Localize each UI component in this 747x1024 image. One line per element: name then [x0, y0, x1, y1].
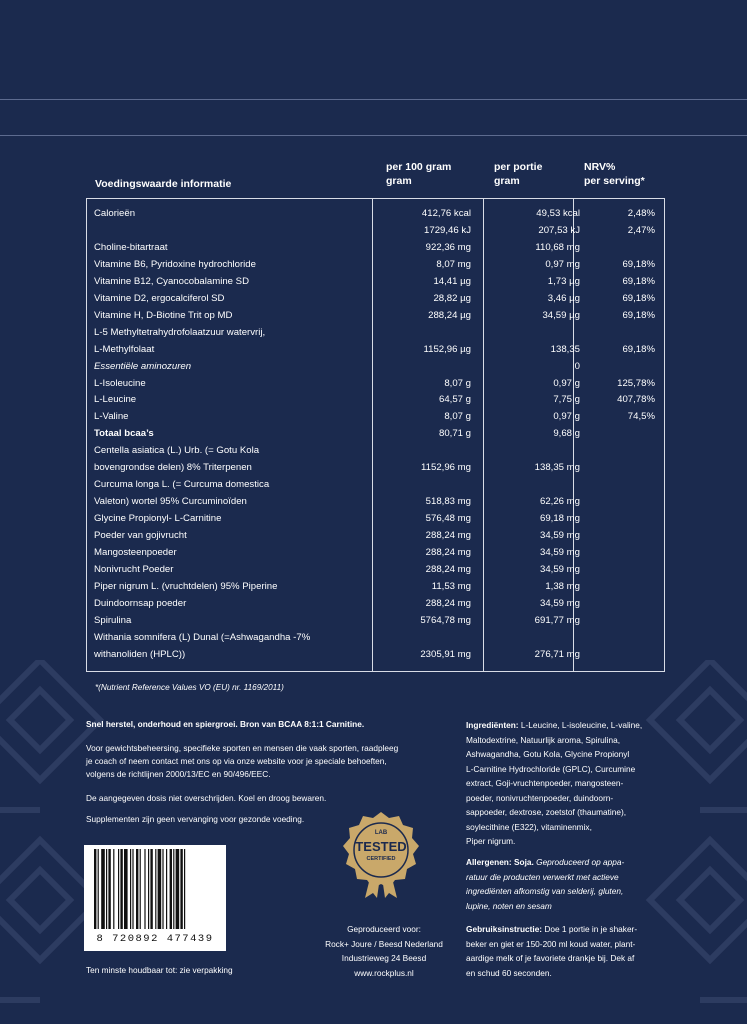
per-portion-value: 138,35 mg [534, 462, 580, 474]
per-100g-value: 8,07 g [444, 377, 471, 389]
per-100g-value: 288,24 mg [425, 547, 471, 558]
usage-label: Gebruiksinstructie: [466, 924, 543, 934]
usage-line: beker en giet er 150-200 ml koud water, plant- [466, 938, 636, 949]
nrv-heading [584, 160, 645, 188]
table-row [87, 595, 666, 612]
per-portion-value: 34,59 mg [539, 597, 580, 609]
row-label: Vitamine H, D-Biotine Trit op MD [94, 309, 233, 321]
table-row [87, 561, 666, 578]
row-label: bovengrondse delen) 8% Triterpenen [94, 462, 252, 474]
per-100g-heading-line2: gram [386, 175, 412, 187]
nrv-value: 69,18% [622, 275, 655, 287]
usage-block [466, 922, 696, 980]
barcode-bar [106, 849, 107, 929]
product-headline: Snel herstel, onderhoud en spiergroei. Bron van BCAA 8:1:1 Carnitine. [86, 719, 365, 729]
dose-text: De aangegeven dosis niet overschrijden. Koel en droog bewaren. [86, 793, 327, 803]
barcode-bar [113, 849, 114, 929]
row-label: L-Leucine [94, 394, 137, 406]
row-label: Piper nigrum L. (vruchtdelen) 95% Piperine [94, 580, 278, 592]
allergens-line: ratuur die producten verwerkt met actieve [466, 871, 619, 882]
per-portion-value: 207,53 kJ [538, 224, 580, 236]
nrv-value: 69,18% [622, 292, 655, 304]
per-portion-value: 691,77 mg [534, 614, 580, 626]
per-100g-value: 64,57 g [438, 394, 471, 406]
ingredients-block [466, 718, 696, 849]
table-row [87, 205, 666, 222]
row-label: Withania somnifera (L) Dunal (=Ashwagandha -7% [94, 631, 311, 643]
barcode-bar [118, 849, 119, 929]
per-portion-value: 62,26 mg [539, 496, 580, 508]
barcode-bar [184, 849, 185, 929]
supplement-text: Supplementen zijn geen vervanging voor gezonde voeding. [86, 814, 305, 824]
table-row [87, 256, 666, 273]
ingredients-line: soylecithine (E322), vitaminenmix, [466, 821, 592, 832]
row-label: Vitamine B12, Cyanocobalamine SD [94, 275, 250, 287]
ingredients-text: L-Leucine, L-isoleucine, L-valine, [520, 720, 643, 730]
per-100g-value: 1729,46 kJ [424, 224, 471, 236]
nrv-value: 74,5% [627, 411, 655, 423]
usage-line: aardige melk of je favoriete drankje bij. Dek af [466, 953, 635, 963]
allergens-block [466, 855, 696, 913]
advice-line: je coach of neem contact met ons op via onze website voor je speciale behoeften, [86, 756, 387, 766]
row-label: Duindoornsap poeder [94, 597, 187, 609]
barcode-bar [94, 849, 96, 929]
per-100g-heading [386, 160, 451, 188]
ingredients-line: L-Carnitine Hydrochloride (GPLC), Curcumine [466, 763, 636, 774]
barcode-bar [124, 849, 128, 929]
table-row [87, 391, 666, 408]
barcode-bar [140, 849, 141, 929]
barcode-bar [120, 849, 122, 929]
table-row [87, 239, 666, 256]
per-portion-value: 110,68 mg [535, 241, 580, 253]
per-100g-value: 288,24 µg [428, 309, 471, 321]
table-row [87, 544, 666, 561]
nrv-heading-line1: NRV% [584, 161, 616, 173]
allergens-label: Allergenen: [466, 857, 512, 867]
per-100g-value: 14,41 µg [433, 275, 471, 287]
row-label: L-Valine [94, 411, 129, 423]
seal-text-lab: LAB [374, 830, 388, 836]
row-label: Spirulina [94, 614, 132, 626]
per-100g-value: 576,48 mg [425, 513, 471, 525]
barcode-bar [136, 849, 138, 929]
usage-line: en schud 60 seconden. [466, 967, 552, 978]
table-row [87, 459, 666, 476]
row-label: L-Isoleucine [94, 377, 146, 389]
ingredients-line: Piper nigrum. [466, 836, 516, 846]
barcode-bar [166, 849, 167, 929]
row-label: Choline-bitartraat [94, 241, 168, 253]
per-100g-value: 2305,91 mg [420, 648, 471, 660]
allergens-line: lupine, noten en sesam [466, 900, 552, 911]
nrv-value: 69,18% [622, 258, 655, 270]
row-label: Mangosteenpoeder [94, 547, 177, 558]
barcode-bar [180, 849, 182, 929]
seal-text-tested: TESTED [355, 839, 407, 854]
table-row [87, 358, 666, 375]
per-portion-value: 34,59 µg [542, 309, 580, 321]
table-row [87, 375, 666, 392]
advice-line: volgens de richtlijnen 2000/13/EC en 90/496/EEC. [86, 769, 271, 779]
per-100g-value: 922,36 mg [425, 241, 471, 253]
barcode-bar [101, 849, 105, 929]
ingredients-line: poeder, nonivruchtenpoeder, duindoorn- [466, 792, 614, 803]
table-row [87, 629, 666, 646]
per-100g-value: 412,76 kcal [421, 208, 471, 219]
per-100g-value: 1152,96 µg [423, 343, 471, 355]
best-before-text: Ten minste houdbaar tot: zie verpakking [86, 965, 233, 975]
lab-tested-seal [341, 810, 421, 898]
per-100g-heading-line1: per 100 gram [386, 161, 452, 173]
table-row [87, 646, 666, 663]
nrv-value: 407,78% [617, 394, 655, 406]
nutrition-heading: Voedingswaarde informatie [95, 178, 232, 190]
table-row [87, 425, 666, 442]
ingredients-line: Maltodextrine, Natuurlijk aroma, Spirulina, [466, 734, 621, 745]
barcode-bar [176, 849, 180, 929]
per-100g-value: 11,53 mg [431, 580, 471, 592]
ingredients-line: sappoeder, dextrose, zoetstof (thaumatine), [466, 807, 627, 817]
per-100g-value: 288,24 mg [425, 597, 471, 609]
per-portion-value: 0,97 mg [545, 258, 580, 270]
per-portion-value: 138,35 [550, 343, 580, 355]
nutrition-table [86, 198, 665, 672]
table-row [87, 341, 666, 358]
row-label: Poeder van gojivrucht [94, 530, 187, 542]
per-portion-value: 34,59 mg [539, 530, 580, 542]
barcode-bar [158, 849, 162, 929]
per-portion-heading-line1: per portie [494, 161, 543, 173]
per-100g-value: 518,83 mg [425, 496, 471, 508]
row-label: L-Methylfolaat [94, 343, 155, 355]
table-row [87, 273, 666, 290]
per-portion-value: 276,71 mg [534, 648, 580, 660]
advice-text [86, 742, 398, 781]
barcode-bars [88, 849, 222, 931]
producer-line: Industrieweg 24 Beesd [341, 953, 427, 963]
table-row [87, 442, 666, 459]
barcode-bar [170, 849, 172, 929]
table-row [87, 307, 666, 324]
allergens-soy: Soja. [513, 857, 534, 867]
nrv-heading-line2: per serving* [584, 175, 645, 187]
usage-text: Doe 1 portie in je shaker- [544, 924, 638, 934]
barcode-bar [173, 849, 174, 929]
table-row [87, 222, 666, 239]
per-100g-value: 28,82 µg [433, 292, 471, 304]
per-portion-value: 3,46 µg [547, 292, 580, 304]
per-portion-value: 1,38 mg [545, 580, 580, 592]
barcode-bar [144, 849, 145, 929]
barcode-number: 8 720892 477439 [96, 933, 214, 945]
row-label: Totaal bcaa’s [94, 428, 154, 440]
per-portion-value: 34,59 mg [539, 563, 580, 575]
per-100g-value: 8,07 mg [436, 258, 471, 270]
ingredients-line: extract, Goji-vruchtenpoeder, mangosteen- [466, 778, 624, 788]
row-label: Calorieën [94, 208, 136, 219]
per-portion-value: 0,97 g [553, 377, 580, 389]
allergens-text: Geproduceerd op appa- [536, 857, 625, 867]
row-label: Essentiële aminozuren [94, 360, 192, 372]
producer-line: Geproduceerd voor: [347, 924, 421, 934]
advice-line: Voor gewichtsbeheersing, specifieke sporten en mensen die vaak sporten, raadpleeg [86, 743, 399, 753]
seal-text-certified: CERTIFIED [366, 856, 396, 862]
row-label: L-5 Methyltetrahydrofolaatzuur watervrij, [94, 326, 266, 338]
per-portion-value: 49,53 kcal [536, 208, 580, 219]
nrv-value: 125,78% [617, 377, 655, 389]
per-100g-value: 8,07 g [444, 411, 471, 423]
second-divider-line [0, 135, 747, 136]
table-row [87, 408, 666, 425]
table-row [87, 324, 666, 341]
table-row [87, 493, 666, 510]
row-label: Curcuma longa L. (= Curcuma domestica [94, 479, 270, 491]
nrv-footnote: *(Nutrient Reference Values VO (EU) nr. 1169/2011) [95, 683, 284, 692]
per-100g-value: 80,71 g [438, 428, 471, 440]
producer-website[interactable]: www.rockplus.nl [354, 967, 414, 978]
barcode-bar [155, 849, 156, 929]
per-portion-heading-line2: gram [494, 175, 520, 187]
per-portion-heading [494, 160, 542, 188]
per-100g-value: 288,24 mg [425, 530, 471, 542]
usage-line [466, 922, 696, 937]
table-row [87, 578, 666, 595]
nrv-value: 2,47% [627, 224, 655, 236]
per-portion-value: 34,59 mg [539, 547, 580, 558]
per-portion-value: 69,18 mg [539, 513, 580, 525]
barcode-bar [132, 849, 133, 929]
barcode-bar [130, 849, 131, 929]
ingredients-label: Ingrediënten: [466, 720, 519, 730]
table-row [87, 290, 666, 307]
row-label: withanoliden (HPLC)) [94, 648, 186, 660]
barcode-bar [108, 849, 110, 929]
nrv-value: 69,18% [622, 309, 655, 321]
producer-line: Rock+ Joure / Beesd Nederland [325, 938, 443, 949]
barcode-bar [150, 849, 152, 929]
per-portion-value: 7,75 g [553, 394, 580, 406]
per-portion-value: 0 [574, 360, 580, 372]
barcode [84, 845, 226, 951]
table-row [87, 612, 666, 629]
per-100g-value: 1152,96 mg [421, 462, 471, 474]
nrv-value: 2,48% [627, 208, 655, 219]
row-label: Glycine Propionyl- L-Carnitine [94, 513, 222, 525]
row-label: Vitamine D2, ergocalciferol SD [94, 292, 225, 304]
ingredients-line: Ashwagandha, Gotu Kola, Glycine Propionyl [466, 749, 630, 759]
ingredients-line [466, 718, 696, 733]
table-row [87, 510, 666, 527]
barcode-bar [98, 849, 99, 929]
barcode-bar [162, 849, 163, 929]
row-label: Vitamine B6, Pyridoxine hydrochloride [94, 258, 256, 270]
allergens-line [466, 855, 696, 870]
producer-info [292, 922, 476, 980]
per-100g-value: 5764,78 mg [420, 614, 471, 626]
row-label: Centella asiatica (L.) Urb. (= Gotu Kola [94, 445, 260, 457]
seal-badge-icon [341, 810, 421, 898]
row-label: Valeton) wortel 95% Curcuminoïden [94, 496, 247, 508]
top-divider-line [0, 99, 747, 100]
allergens-line: ingrediënten afkomstig van selderij, gluten, [466, 886, 624, 896]
barcode-bar [148, 849, 149, 929]
table-row [87, 476, 666, 493]
per-portion-value: 9,68 g [553, 428, 580, 440]
nrv-value: 69,18% [622, 343, 655, 355]
table-row [87, 527, 666, 544]
per-portion-value: 1,73 µg [547, 275, 580, 287]
per-portion-value: 0,97 g [553, 411, 580, 423]
per-100g-value: 288,24 mg [425, 563, 471, 575]
row-label: Nonivrucht Poeder [94, 563, 174, 575]
